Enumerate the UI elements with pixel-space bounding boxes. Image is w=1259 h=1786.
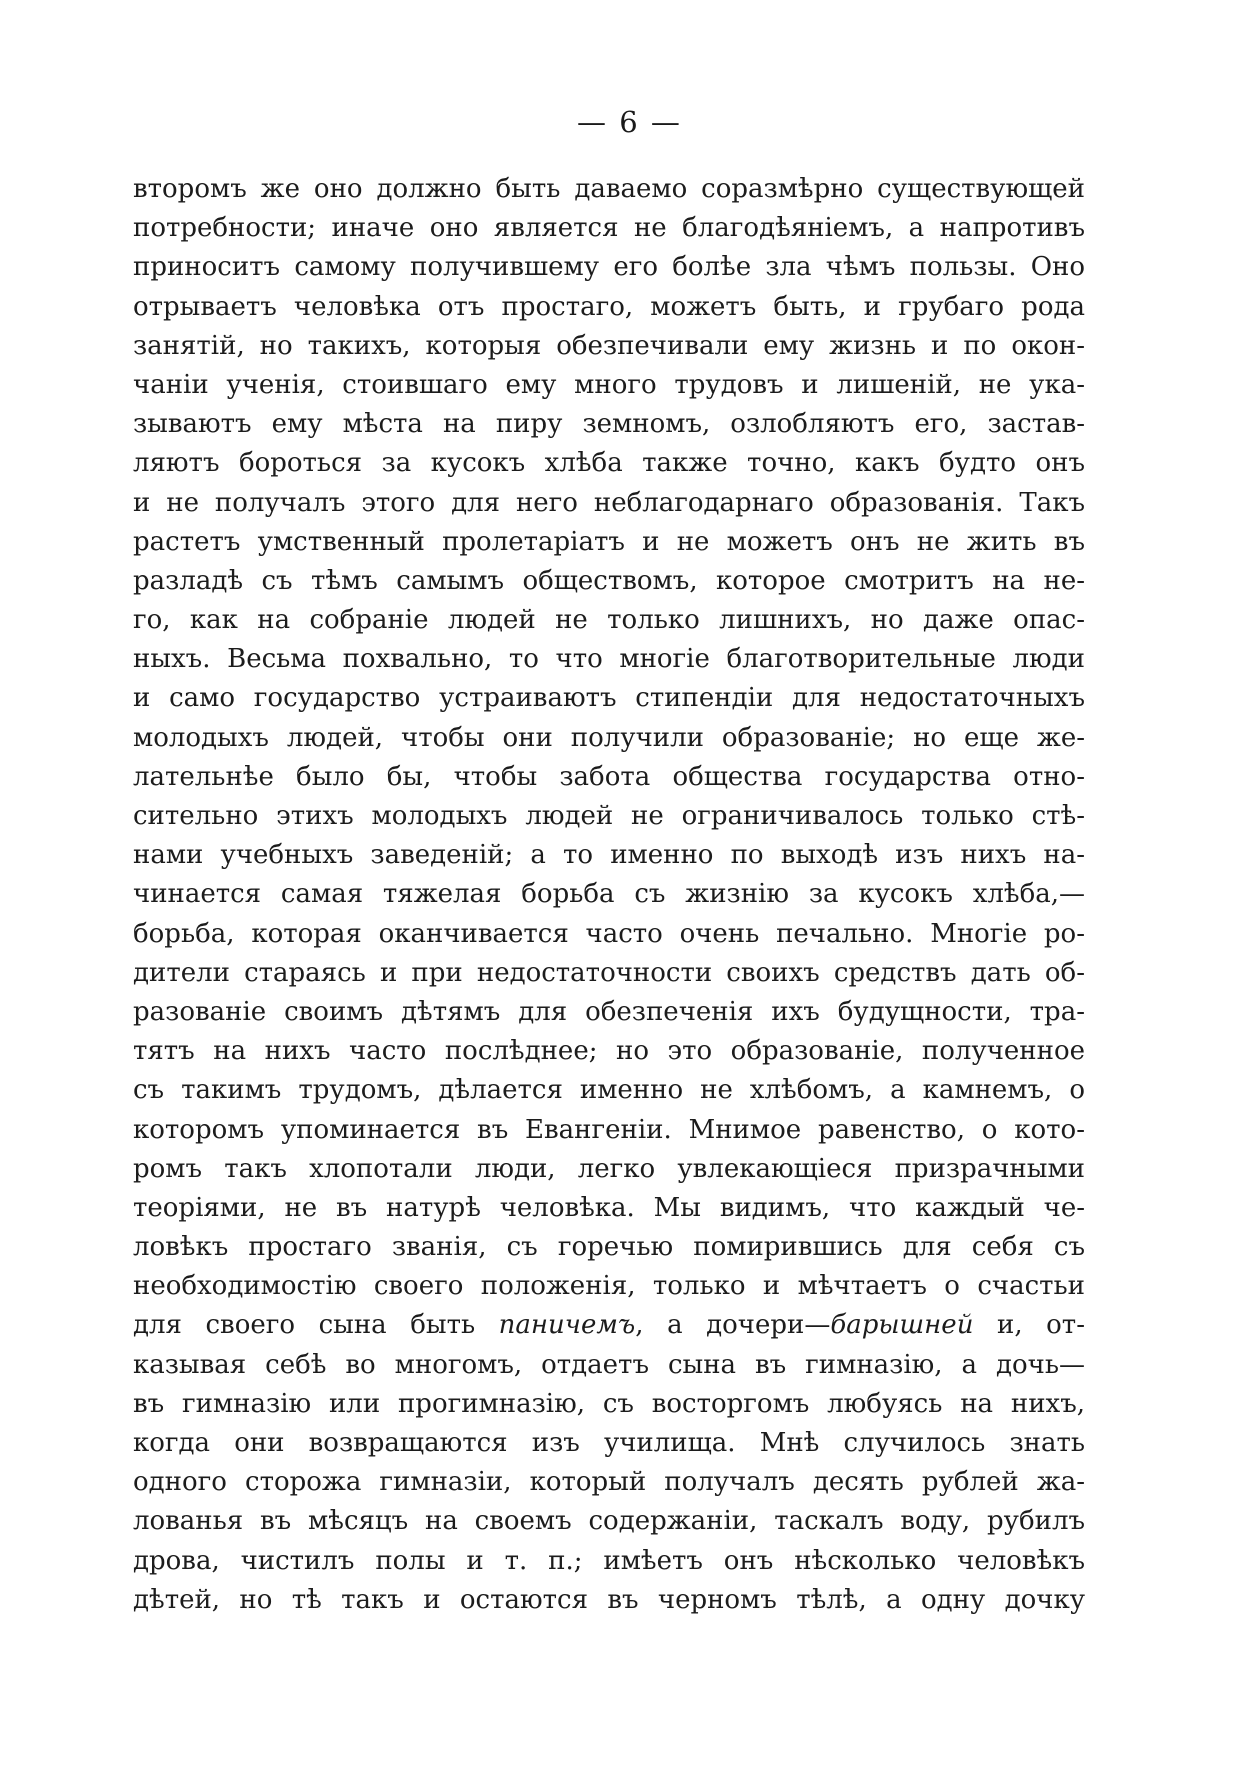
text-line: го, как на собраніе людей не только лишнихъ, но даже опас- <box>133 605 1085 636</box>
text-line-with-italics <box>133 1306 1085 1345</box>
text-line: и само государство устраиваютъ стипендіи для недостаточныхъ <box>133 683 1085 714</box>
text-line: потребности; иначе оно является не благодѣяніемъ, а напротивъ <box>133 213 1085 244</box>
text-line: нами учебныхъ заведеній; а то именно по выходѣ изъ нихъ на- <box>133 840 1085 871</box>
text-line: тятъ на нихъ часто послѣднее; но это образованіе, полученное <box>133 1036 1085 1067</box>
text-line: съ такимъ трудомъ, дѣлается именно не хлѣбомъ, а камнемъ, о <box>133 1075 1085 1106</box>
text-line: которомъ упоминается въ Евангеніи. Мнимое равенство, о кото- <box>133 1114 1085 1145</box>
text-line: дители стараясь и при недостаточности своихъ средствъ дать об- <box>133 957 1085 988</box>
text-line: ловѣкъ простаго званія, съ горечью помирившись для себя съ <box>133 1232 1085 1263</box>
text-line: второмъ же оно должно быть даваемо соразмѣрно существующей <box>133 174 1085 204</box>
text-line: и не получалъ этого для него неблагодарнаго образованія. Такъ <box>133 487 1085 518</box>
text-line: ныхъ. Весьма похвально, то что многіе благотворительные люди <box>133 644 1085 675</box>
text-line: лованья въ мѣсяцъ на своемъ содержаніи, таскалъ воду, рубилъ <box>133 1506 1085 1537</box>
text-line: отрываетъ человѣка отъ простаго, можетъ быть, и грубаго рода <box>133 291 1085 322</box>
text-line: необходимостію своего положенія, только и мѣчтаетъ о счастьи <box>133 1271 1085 1302</box>
text-line: дрова, чистилъ полы и т. п.; имѣетъ онъ нѣсколько человѣкъ <box>133 1545 1085 1576</box>
text-line: казывая себѣ во многомъ, отдаетъ сына въ гимназію, а дочь— <box>133 1349 1085 1380</box>
body-text <box>133 170 1085 1620</box>
text-line: дѣтей, но тѣ такъ и остаются въ черномъ тѣлѣ, а одну дочку <box>133 1584 1085 1615</box>
text-run: , а дочери— <box>635 1310 831 1341</box>
text-line: ляютъ бороться за кусокъ хлѣба также точно, какъ будто онъ <box>133 448 1085 479</box>
text-line: зываютъ ему мѣста на пиру земномъ, озлобляютъ его, застав- <box>133 409 1085 440</box>
text-run: и, от- <box>973 1310 1085 1341</box>
text-line: одного сторожа гимназіи, который получалъ десять рублей жа- <box>133 1467 1085 1498</box>
italic-word: паничемъ <box>498 1310 636 1341</box>
italic-word: барышней <box>830 1310 974 1341</box>
text-line: приноситъ самому получившему его болѣе зла чѣмъ пользы. Оно <box>133 252 1085 283</box>
text-line: ромъ такъ хлопотали люди, легко увлекающіеся призрачными <box>133 1153 1085 1184</box>
text-line: молодыхъ людей, чтобы они получили образованіе; но еще же- <box>133 722 1085 753</box>
text-line: въ гимназію или прогимназію, съ восторгомъ любуясь на нихъ, <box>133 1388 1085 1419</box>
text-line: чаніи ученія, стоившаго ему много трудовъ и лишеній, не ука- <box>133 369 1085 400</box>
text-line: лательнѣе было бы, чтобы забота общества государства отно- <box>133 761 1085 792</box>
text-line: разладѣ съ тѣмъ самымъ обществомъ, которое смотритъ на не- <box>133 565 1085 596</box>
text-line: теоріями, не въ натурѣ человѣка. Мы видимъ, что каждый че- <box>133 1192 1085 1223</box>
text-line: занятій, но такихъ, которыя обезпечивали ему жизнь и по окон- <box>133 330 1085 361</box>
text-run: для своего сына быть <box>133 1310 499 1341</box>
text-line: борьба, которая оканчивается часто очень печально. Многіе ро- <box>133 918 1085 949</box>
text-line: разованіе своимъ дѣтямъ для обезпеченія ихъ будущности, тра- <box>133 996 1085 1027</box>
page-number: — 6 — <box>577 105 682 139</box>
text-line: растетъ умственный пролетаріатъ и не можетъ онъ не жить въ <box>133 526 1085 557</box>
text-line: когда они возвращаются изъ училища. Мнѣ случилось знать <box>133 1428 1085 1458</box>
text-line: сительно этихъ молодыхъ людей не ограничивалось только стѣ- <box>133 801 1085 831</box>
text-line: чинается самая тяжелая борьба съ жизнію за кусокъ хлѣба,— <box>133 879 1085 910</box>
